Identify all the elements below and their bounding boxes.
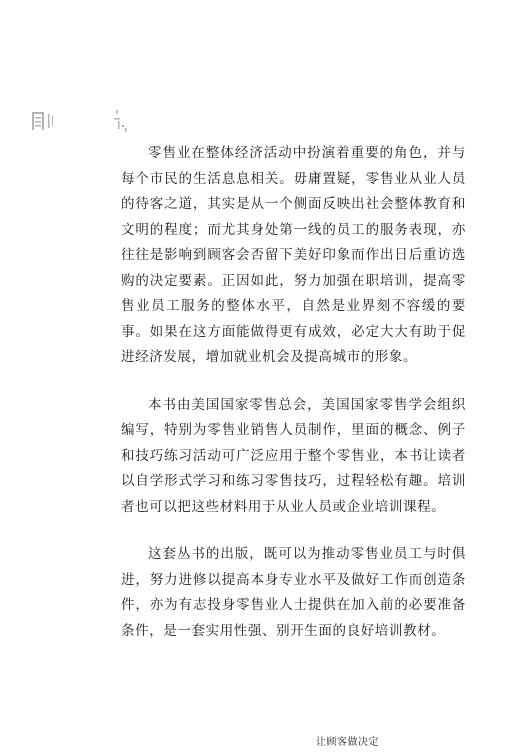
paragraph-series-purpose: 这套丛书的出版，既可以为推动零售业员工与时俱进，努力进修以提高本身专业水平及做好工作而创造条件，亦为有志投身零售业人士提供在加入前的必要准备条件，是一套实用性强、别开生面的良好培训教材。	[121, 546, 466, 639]
faded-header-mark	[30, 108, 140, 136]
faded-header-mark-graphic	[30, 108, 140, 136]
paragraph-book-introduction: 本书由美国国家零售总会，美国国家零售学会组织编写，特别为零售业销售人员制作，里面的概念、例子和技巧练习活动可广泛应用于整个零售业，本书让读者以自学形式学习和练习零售技巧，过程轻松有趣。培训者也可以把这些材料用于从业人员或企业培训课程。	[121, 396, 466, 515]
paragraph-retail-importance: 零售业在整体经济活动中扮演着重要的角色，并与每个市民的生活息息相关。毋庸置疑，零售业从业人员的待客之道，其实是从一个侧面反映出社会整体教育和文明的程度；而尤其身处第一线的员工的服务表现，亦往往是影响到顾客会否留下美好印象而作出日后重访选购的决定要素。正因如此，努力加强在职培训，提高零售业员工服务的整体水平，自然是业界刻不容缓的要事。如果在这方面能做得更有成效，必定大大有助于促进经济发展，增加就业机会及提高城市的形象。	[121, 145, 466, 365]
preface-body	[121, 141, 466, 666]
footer-stamp: 让顾客做决定	[316, 737, 379, 748]
